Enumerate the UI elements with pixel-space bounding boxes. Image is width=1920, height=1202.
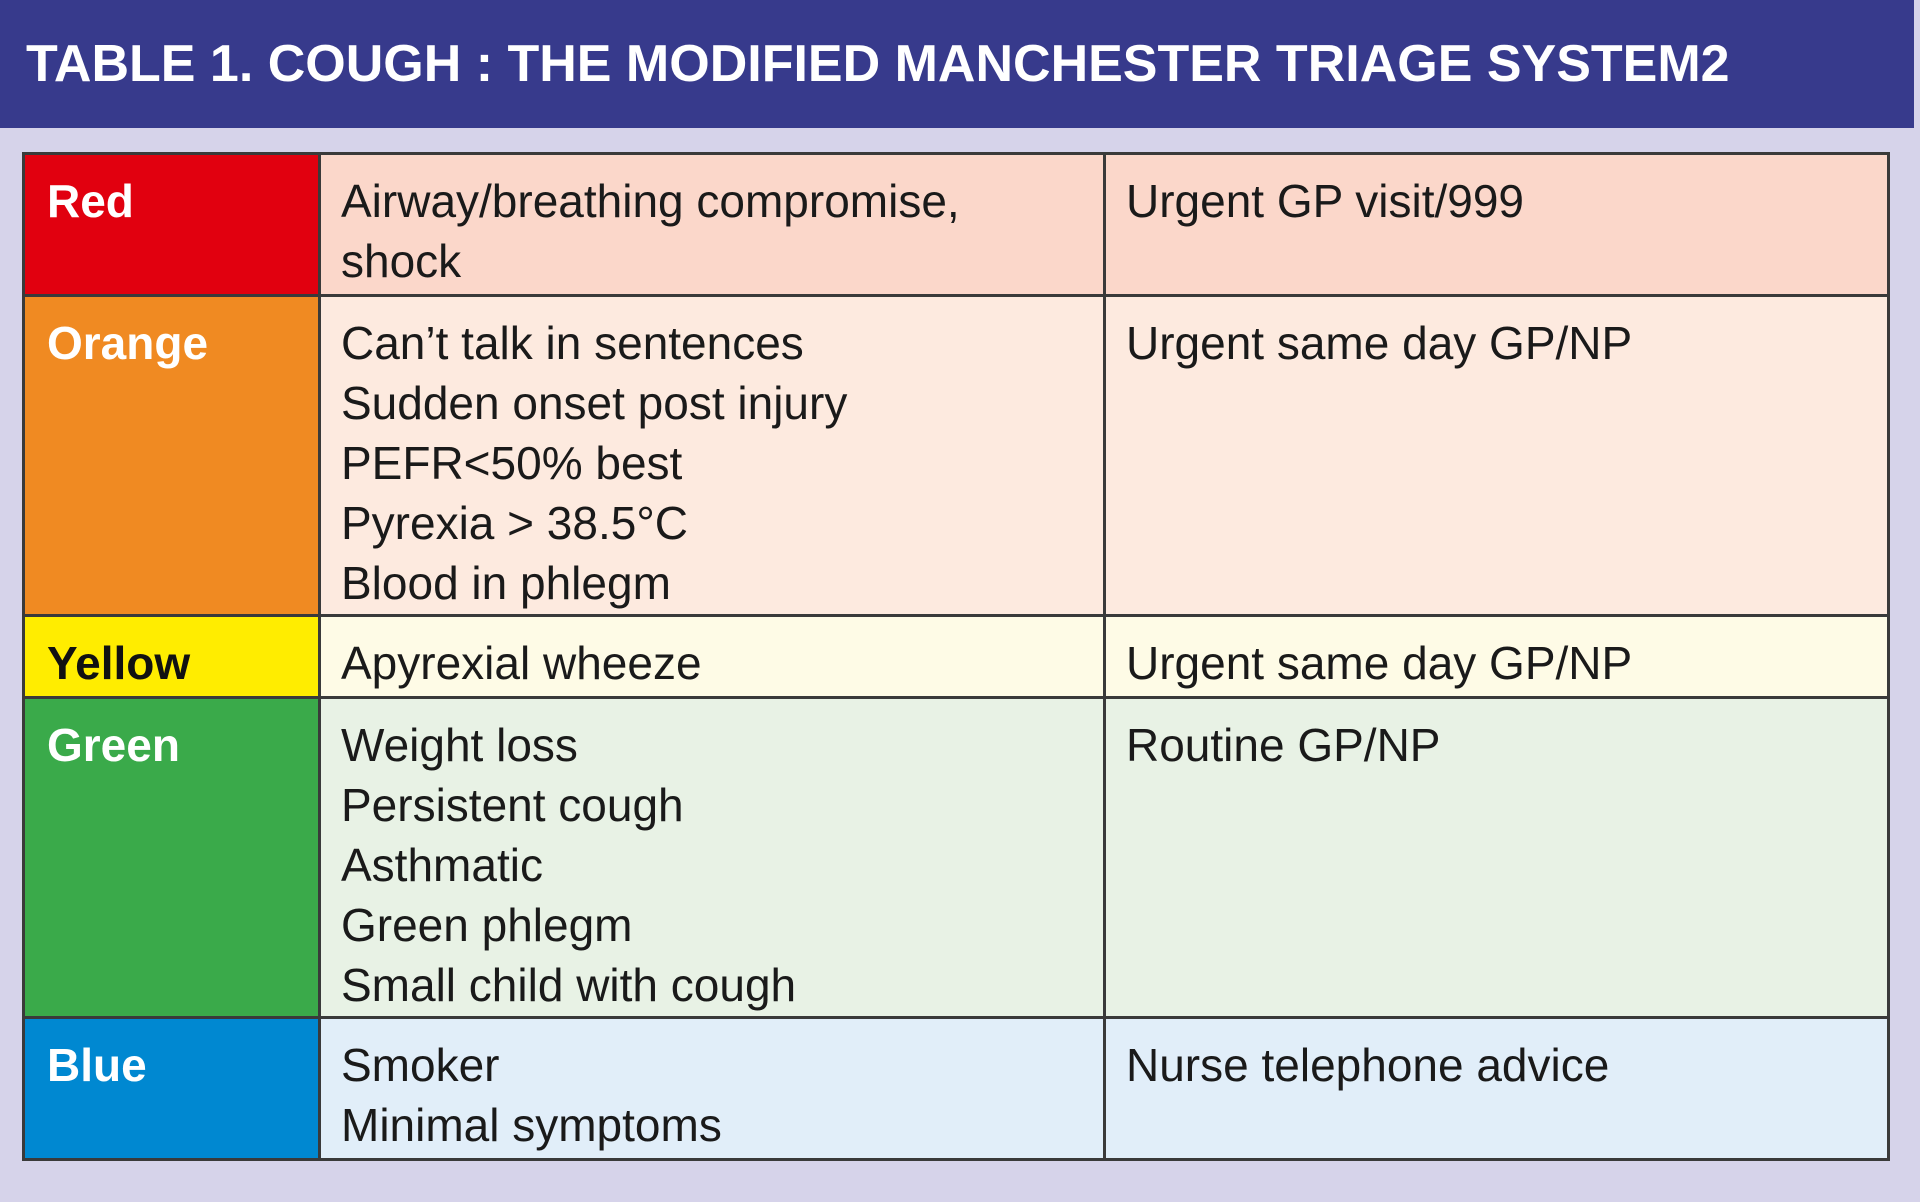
triage-criteria xyxy=(320,296,1105,616)
criteria-item: Sudden onset post injury xyxy=(341,377,848,429)
criteria-item: PEFR<50% best xyxy=(341,437,683,489)
table-title: TABLE 1. COUGH : THE MODIFIED MANCHESTER TRIAGE SYSTEM2 xyxy=(26,35,1730,93)
table-row xyxy=(24,698,1889,1018)
triage-criteria xyxy=(320,698,1105,1018)
table-row xyxy=(24,296,1889,616)
criteria-item: Pyrexia > 38.5°C xyxy=(341,497,688,549)
criteria-item: Persistent cough xyxy=(341,779,684,831)
criteria-item: Asthmatic xyxy=(341,839,543,891)
triage-level-orange: Orange xyxy=(24,296,320,616)
triage-level-yellow: Yellow xyxy=(24,616,320,698)
triage-level-green: Green xyxy=(24,698,320,1018)
table-row xyxy=(24,1018,1889,1160)
table-header-bar xyxy=(0,0,1914,128)
criteria-item: Minimal symptoms xyxy=(341,1099,722,1151)
triage-action: Urgent GP visit/999 xyxy=(1105,154,1889,296)
criteria-item: Airway/breathing compromise, xyxy=(341,175,960,227)
triage-criteria xyxy=(320,616,1105,698)
table-row xyxy=(24,154,1889,296)
triage-criteria xyxy=(320,1018,1105,1160)
triage-table-body xyxy=(24,154,1889,1160)
criteria-item: Apyrexial wheeze xyxy=(341,637,702,689)
triage-criteria xyxy=(320,154,1105,296)
triage-level-blue: Blue xyxy=(24,1018,320,1160)
triage-action: Routine GP/NP xyxy=(1105,698,1889,1018)
triage-level-red: Red xyxy=(24,154,320,296)
criteria-item: Blood in phlegm xyxy=(341,557,671,609)
criteria-item: Green phlegm xyxy=(341,899,633,951)
triage-table xyxy=(22,152,1890,1161)
triage-action: Nurse telephone advice xyxy=(1105,1018,1889,1160)
criteria-item: shock xyxy=(341,235,462,287)
triage-action: Urgent same day GP/NP xyxy=(1105,296,1889,616)
triage-action: Urgent same day GP/NP xyxy=(1105,616,1889,698)
criteria-item: Weight loss xyxy=(341,719,578,771)
criteria-item: Can’t talk in sentences xyxy=(341,317,804,369)
criteria-item: Smoker xyxy=(341,1039,500,1091)
criteria-item: Small child with cough xyxy=(341,959,797,1011)
table-row xyxy=(24,616,1889,698)
